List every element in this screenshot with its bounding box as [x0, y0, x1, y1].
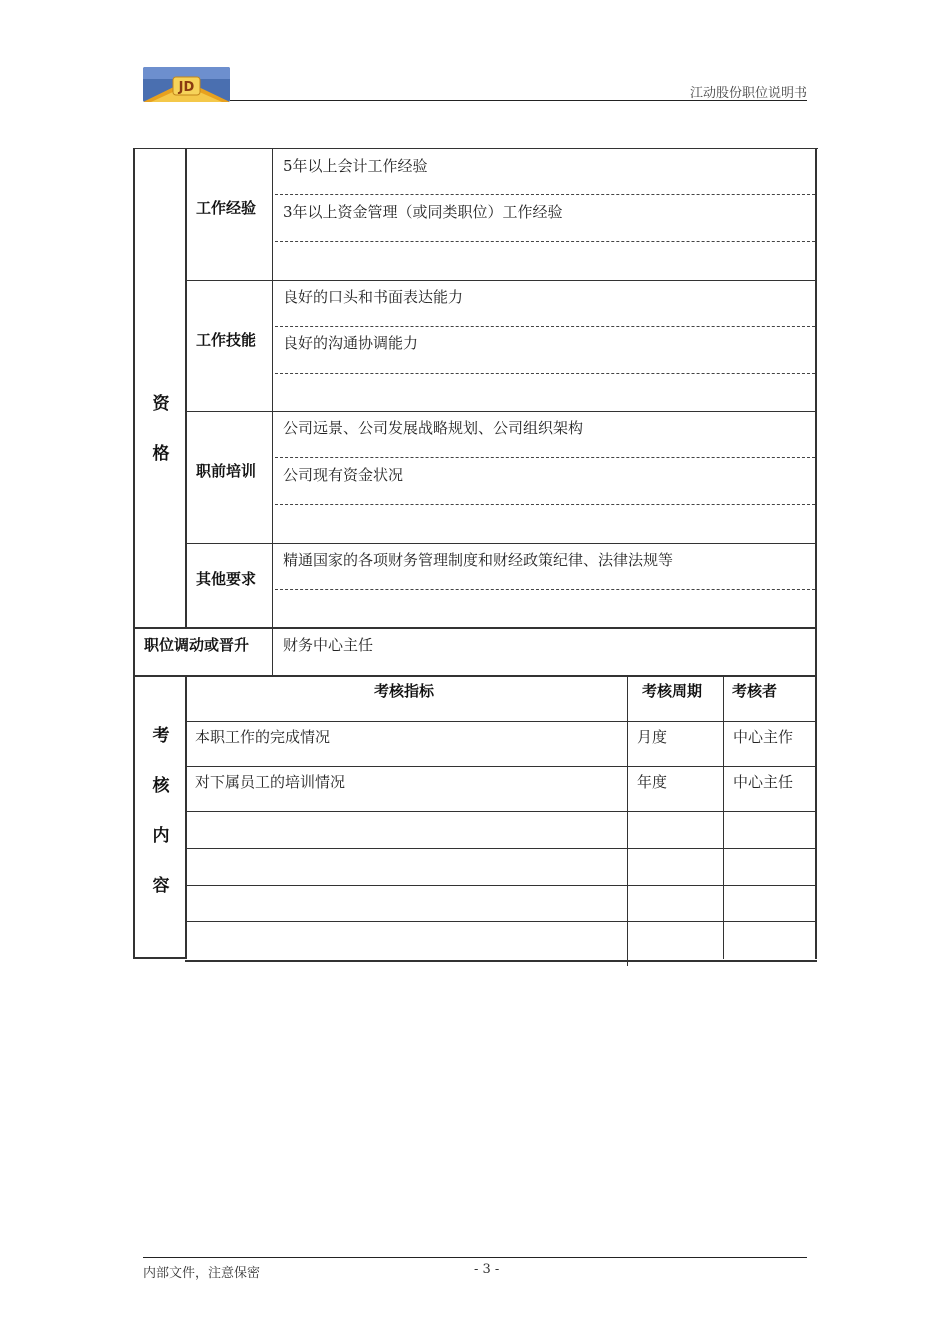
row-sep: [185, 885, 817, 886]
dashed-separator: [275, 589, 815, 590]
row-sep: [185, 543, 817, 544]
logo-text: JD: [178, 80, 195, 95]
section-sep: [135, 675, 817, 677]
footer-divider: [143, 1257, 807, 1258]
bottom-border: [135, 957, 187, 959]
bottom-border: [185, 960, 817, 962]
document-title: 江动股份职位说明书: [689, 86, 807, 101]
assessment-period: 年度: [637, 773, 668, 791]
row-sep: [185, 721, 817, 722]
header-assessment-period: 考核周期: [642, 682, 703, 700]
dashed-separator: [275, 504, 815, 505]
assessment-section-label: 考 核 内 容: [152, 726, 170, 896]
dashed-separator: [275, 241, 815, 242]
promotion-value: 财务中心主任: [283, 636, 374, 654]
assessment-period: 月度: [637, 728, 668, 746]
row-sep: [185, 848, 817, 849]
right-border: [815, 149, 817, 959]
experience-item: 5年以上会计工作经验: [283, 157, 428, 175]
assessment-indicator: 对下属员工的培训情况: [195, 773, 346, 791]
assessment-col-divider: [185, 676, 187, 959]
job-description-table: [133, 148, 818, 959]
section-sep: [135, 627, 817, 629]
row-sep: [185, 766, 817, 767]
row-sep: [185, 411, 817, 412]
other-requirement-item: 精通国家的各项财务管理制度和财经政策纪律、法律法规等: [283, 551, 674, 569]
skill-item: 良好的沟通协调能力: [283, 334, 419, 352]
assessment-col-divider: [627, 676, 628, 966]
work-experience-label: 工作经验: [196, 199, 257, 217]
row-sep: [185, 811, 817, 812]
assessor: 中心主任: [733, 773, 794, 791]
dashed-separator: [275, 457, 815, 458]
header-assessor: 考核者: [732, 682, 778, 700]
training-item: 公司远景、公司发展战略规划、公司组织架构: [283, 419, 584, 437]
header-assessment-indicator: 考核指标: [374, 682, 435, 700]
row-sep: [185, 921, 817, 922]
skill-item: 良好的口头和书面表达能力: [283, 288, 464, 306]
row-sep: [185, 280, 817, 281]
assessment-col-divider: [723, 676, 724, 959]
header-divider: [230, 100, 807, 101]
experience-item: 3年以上资金管理（或同类职位）工作经验: [283, 203, 563, 221]
other-requirements-label: 其他要求: [196, 570, 257, 588]
assessment-indicator: 本职工作的完成情况: [195, 728, 331, 746]
assessor: 中心主作: [733, 728, 794, 746]
company-logo: [143, 67, 230, 102]
work-skills-label: 工作技能: [196, 331, 257, 349]
confidential-notice: 内部文件，注意保密: [143, 1266, 261, 1281]
dashed-separator: [275, 326, 815, 327]
dashed-separator: [275, 194, 815, 195]
label-col-divider: [272, 149, 273, 676]
training-item: 公司现有资金状况: [283, 466, 404, 484]
dashed-separator: [275, 373, 815, 374]
qualification-section-label: 资 格: [152, 394, 170, 464]
page-number: - 3 -: [474, 1262, 500, 1277]
pre-job-training-label: 职前培训: [196, 462, 257, 480]
promotion-label: 职位调动或晋升: [144, 636, 250, 654]
qual-col-divider: [185, 149, 187, 627]
